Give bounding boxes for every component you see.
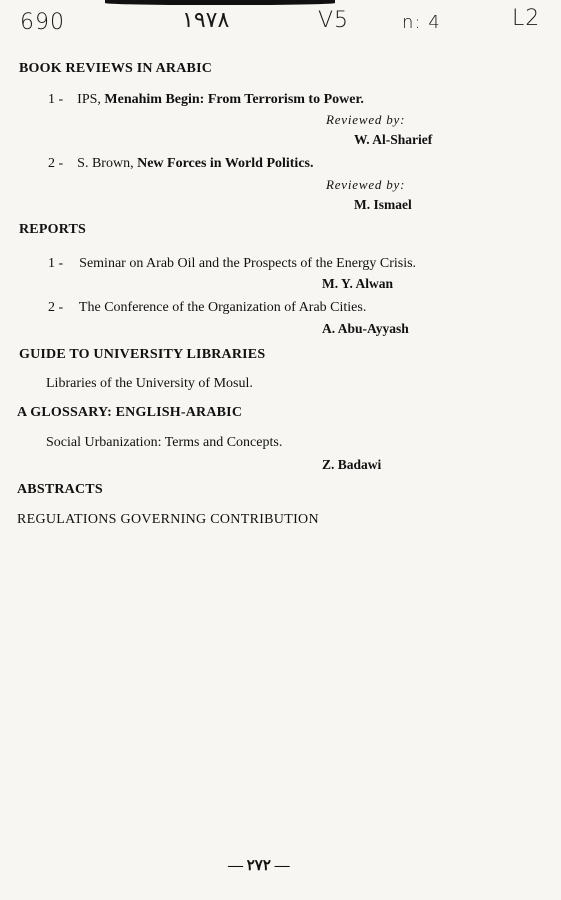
item-author: S. Brown, (77, 156, 134, 171)
glossary-author: Z. Badawi (322, 457, 382, 472)
reviewer-name: W. Al-Sharief (354, 132, 433, 147)
section-title-glossary: A GLOSSARY: ENGLISH-ARABIC (17, 405, 243, 420)
item-number: 1 - (48, 256, 64, 271)
item-text: The Conference of the Organization of Arab Cities. (78, 300, 367, 315)
list-item (48, 300, 366, 316)
section-title-reports: REPORTS (19, 222, 87, 237)
handwritten-issue: n: 4 (402, 12, 441, 33)
item-number: 2 - (48, 300, 64, 315)
handwritten-code: L2 (512, 6, 541, 31)
item-work-title: New Forces in World Politics. (137, 156, 314, 171)
section-title-guide: GUIDE TO UNIVERSITY LIBRARIES (19, 347, 266, 362)
reviewer-name: M. Ismael (354, 197, 412, 212)
handwritten-year: ١٩٧٨ (182, 8, 230, 33)
reviewed-by-label: Reviewed by: (326, 112, 406, 127)
section-title-abstracts: ABSTRACTS (17, 482, 103, 497)
item-work-title: Menahim Begin: From Terrorism to Power. (104, 92, 364, 107)
item-number: 2 - (48, 156, 64, 171)
item-author: IPS, (77, 92, 101, 107)
item-text: Seminar on Arab Oil and the Prospects of the Energy Crisis. (79, 256, 417, 271)
glossary-text: Social Urbanization: Terms and Concepts. (46, 435, 283, 450)
guide-text: Libraries of the University of Mosul. (46, 376, 253, 391)
handwritten-volume: V5 (318, 8, 350, 33)
page-number: — ٢٧٢ — (228, 858, 290, 874)
report-author: A. Abu-Ayyash (322, 321, 409, 336)
section-title-book-reviews: BOOK REVIEWS IN ARABIC (19, 61, 213, 76)
reviewed-by-label: Reviewed by: (326, 177, 406, 192)
item-number: 1 - (48, 92, 64, 107)
list-item (48, 256, 416, 272)
list-item (48, 156, 314, 172)
report-author: M. Y. Alwan (322, 276, 394, 291)
handwritten-number: 690 (20, 10, 65, 35)
section-title-regulations: REGULATIONS GOVERNING CONTRIBUTION (17, 512, 319, 527)
list-item (48, 92, 364, 108)
top-edge-mark (105, 0, 335, 5)
